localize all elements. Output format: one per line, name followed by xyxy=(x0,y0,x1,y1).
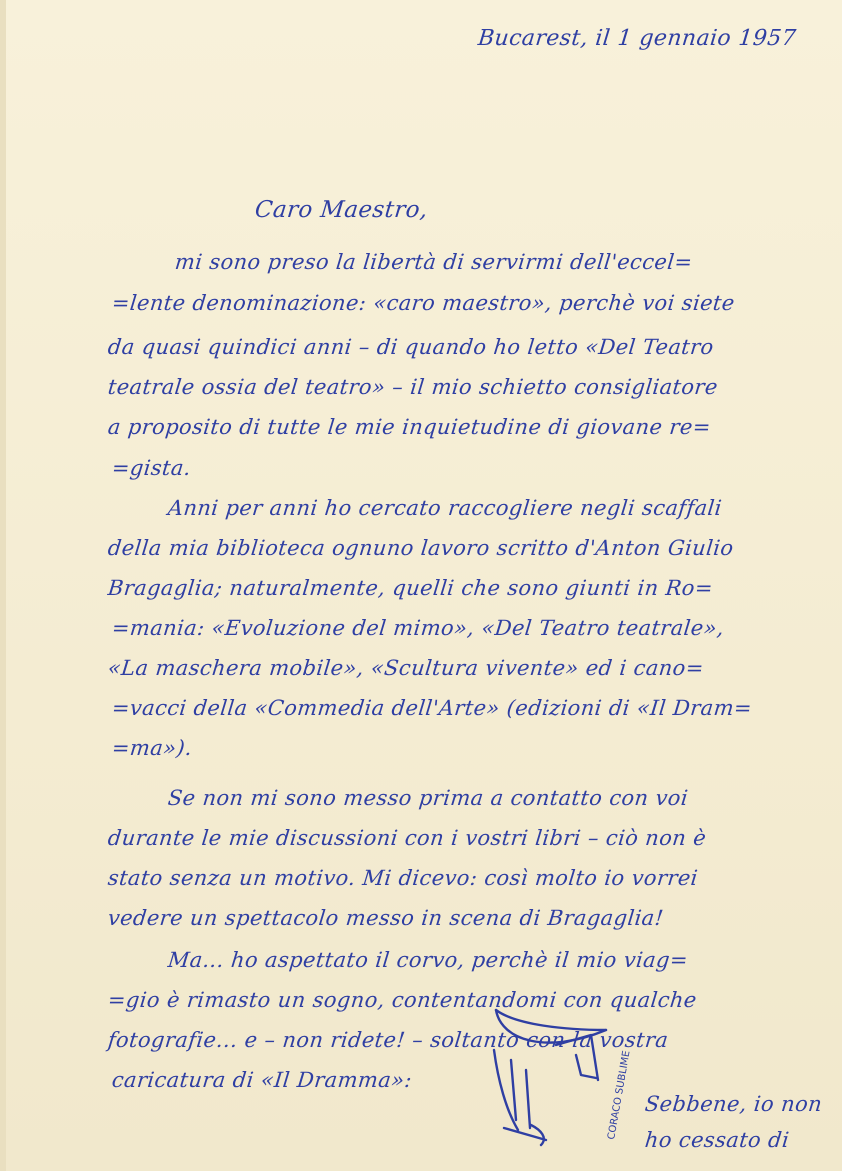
closing-line: ho cessato di xyxy=(643,1128,791,1152)
paper-edge xyxy=(0,0,6,1171)
letter-greeting: Caro Maestro, xyxy=(253,197,430,223)
letter-line: =ma»). xyxy=(110,736,194,760)
letter-line: caricatura di «Il Dramma»: xyxy=(110,1068,414,1092)
letter-line: fotografie... e – non ridete! – soltanto con la vostra xyxy=(106,1028,670,1052)
letter-line: a proposito di tutte le mie inquietudine di giovane re= xyxy=(106,415,713,439)
letter-line: stato senza un motivo. Mi dicevo: così molto io vorrei xyxy=(106,866,700,890)
letter-line: della mia biblioteca ognuno lavoro scritto d'Anton Giulio xyxy=(106,536,735,560)
letter-line: Se non mi sono messo prima a contatto con voi xyxy=(166,786,690,810)
letter-line: da quasi quindici anni – di quando ho letto «Del Teatro xyxy=(106,335,715,359)
letter-line: Anni per anni ho cercato raccogliere negli scaffali xyxy=(166,496,724,520)
letter-line: teatrale ossia del teatro» – il mio schietto consigliatore xyxy=(106,375,720,399)
letter-line: «La maschera mobile», «Scultura vivente» ed i cano= xyxy=(106,656,706,680)
letter-line: Bragaglia; naturalmente, quelli che sono giunti in Ro= xyxy=(106,576,715,600)
letter-line: Ma... ho aspettato il corvo, perchè il mio viag= xyxy=(166,948,690,972)
letter-line: mi sono preso la libertà di servirmi dell'eccel= xyxy=(173,250,694,274)
letter-line: =mania: «Evoluzione del mimo», «Del Teatro teatrale», xyxy=(110,616,726,640)
letter-line: =gio è rimasto un sogno, contentandomi con qualche xyxy=(106,988,698,1012)
letter-date: Bucarest, il 1 gennaio 1957 xyxy=(476,26,798,51)
caricature-drawing xyxy=(486,1000,633,1150)
letter-line: =lente denominazione: «caro maestro», perchè voi siete xyxy=(110,291,736,315)
letter-line: durante le mie discussioni con i vostri libri – ciò non è xyxy=(106,826,708,850)
letter-line: vedere un spettacolo messo in scena di Bragaglia! xyxy=(106,906,665,930)
letter-line: =vacci della «Commedia dell'Arte» (edizioni di «Il Dram= xyxy=(110,696,754,720)
letter-line: =gista. xyxy=(110,456,193,480)
caricature-caption: CORACO SUBLIME xyxy=(606,1049,633,1141)
closing-line: Sebbene, io non xyxy=(643,1092,824,1116)
